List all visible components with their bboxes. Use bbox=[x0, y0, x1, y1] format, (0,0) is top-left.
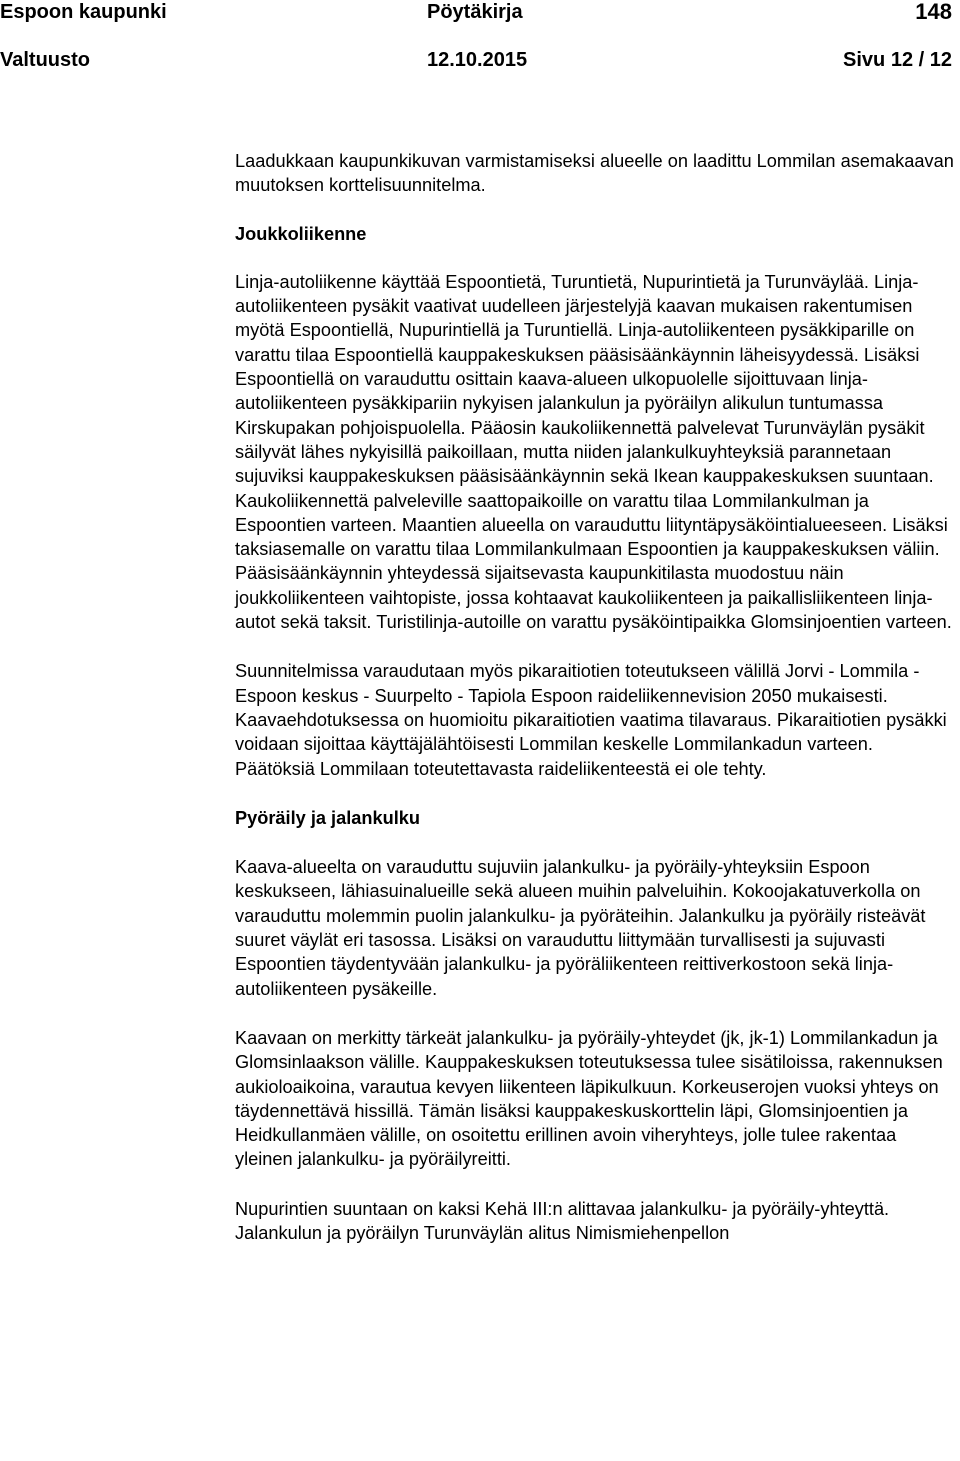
meeting-date: 12.10.2015 bbox=[427, 49, 528, 71]
intro-paragraph: Laadukkaan kaupunkikuvan varmistamiseksi alueelle on laadittu Lommilan asemakaavan muutoksen korttelisuunnitelma. bbox=[235, 151, 954, 196]
important-routes-paragraph: Kaavaan on merkitty tärkeät jalankulku- ja pyöräily-yhteydet (jk, jk-1) Lommilankadun ja Glomsinlaakson välille. Kauppakeskuksen toteutuksessa tulee sisätiloissa, rakennuksen aukioloaikoina, varautua kevyen liikenteen läpikulkuun. Korkeuserojen vuoksi yhteys on täydennettävä hissillä. Tämän lisäksi kauppakeskuskorttelin läpi, Glomsinjoentien ja Heidkullanmäen välille, on osoitettu erillinen avoin viheryhteys, jolle tulee rakentaa yleinen jalankulku- ja pyöräilyreitti. bbox=[235, 1027, 943, 1170]
header-row-bottom bbox=[0, 48, 960, 72]
header-row-top bbox=[0, 0, 960, 24]
public-transport-paragraph: Linja-autoliikenne käyttää Espoontietä, Turuntietä, Nupurintietä ja Turunväylää. Linja-autoliikenteen pysäkit vaativat uudelleen järjestelyjä kaavan mukaisen rakentumisen myötä Espoontiellä, Nupurintiellä ja Turuntiellä. Linja-autoliikenteen pysäkkiparille on varattu tilaa Espoontiellä kauppakeskuksen pääsisäänkäynnin läheisyydessä. Lisäksi Espoontiellä on varauduttu osittain kaava-alueen ulkopuolelle sijoittuvaan linja-autoliikenteen pysäkkipariin nykyisen jalankulun ja pyöräilyn alikulun tuntumassa Kirskupakan pohjoispuolella. Pääosin kaukoliikennettä palvelevat Turunväylän pysäkit säilyvät lähes nykyisillä paikoillaan, mutta niiden jalankulkuyhteyksiä parannetaan sujuviksi kauppakeskuksen pääsisäänkäynnin sekä Ikean kauppakeskuksen suuntaan. Kaukoliikennettä palveleville saattopaikoille on varattu tilaa Lommilankulman ja Espoontien varteen. Maantien alueella on varauduttu liityntäpysäköintialueeseen. Lisäksi taksiasemalle on varattu tilaa Lommilankulmaan Espoontien ja kauppakeskuksen väliin. Pääsisäänkäynnin yhteydessä sijaitsevasta kaupunkitilasta muodostuu näin joukkoliikenteen vaihtopiste, jossa kohtaavat kaukoliikenteen ja paikallisliikenteen linja-autot sekä taksit. Turistilinja-autoille on varattu pysäköintipaikka Glomsinjoentien varteen. bbox=[235, 271, 952, 633]
cycling-paragraph: Kaava-alueelta on varauduttu sujuviin jalankulku- ja pyöräily-yhteyksiin Espoon keskukseen, lähiasuinalueille sekä alueen muihin palveluihin. Kokoojakatuverkolla on varauduttu molemmin puolin jalankulku- ja pyöräteihin. Jalankulku ja pyöräily risteävät suuret väylät eri tasossa. Lisäksi on varauduttu liittymään turvallisesti ja sujuvasti Espoontien täydentyvään jalankulku- ja pyöräliikenteen reittiverkostoon sekä linja-autoliikenteen pysäkeille. bbox=[235, 857, 926, 999]
page-number: Sivu 12 / 12 bbox=[843, 49, 952, 71]
document-header bbox=[0, 0, 960, 72]
document-body bbox=[235, 149, 957, 1245]
cycling-heading: Pyöräily ja jalankulku bbox=[235, 807, 420, 828]
public-transport-heading: Joukkoliikenne bbox=[235, 223, 367, 244]
governing-body: Valtuusto bbox=[0, 49, 91, 71]
document-type: Pöytäkirja bbox=[427, 1, 523, 23]
section-number: 148 bbox=[915, 0, 952, 24]
underpass-paragraph: Nupurintien suuntaan on kaksi Kehä III:n alittavaa jalankulku- ja pyöräily-yhteyttä. Jalankulun ja pyöräilyn Turunväylän alitus Nimismiehenpellon bbox=[235, 1198, 890, 1243]
light-rail-paragraph: Suunnitelmissa varaudutaan myös pikaraitiotien toteutukseen välillä Jorvi - Lommila - Espoon keskus - Suurpelto - Tapiola Espoon raideliikennevision 2050 mukaisesti. Kaavaehdotuksessa on huomioitu pikaraitiotien vaatima tilavaraus. Pikaraitiotien pysäkki voidaan sijoittaa käyttäjälähtöisesti Lommilan keskelle Lommilankadun varteen. Päätöksiä Lommilaan toteutettavasta raideliikenteestä ei ole tehty. bbox=[235, 661, 947, 779]
organization-name: Espoon kaupunki bbox=[0, 1, 167, 23]
